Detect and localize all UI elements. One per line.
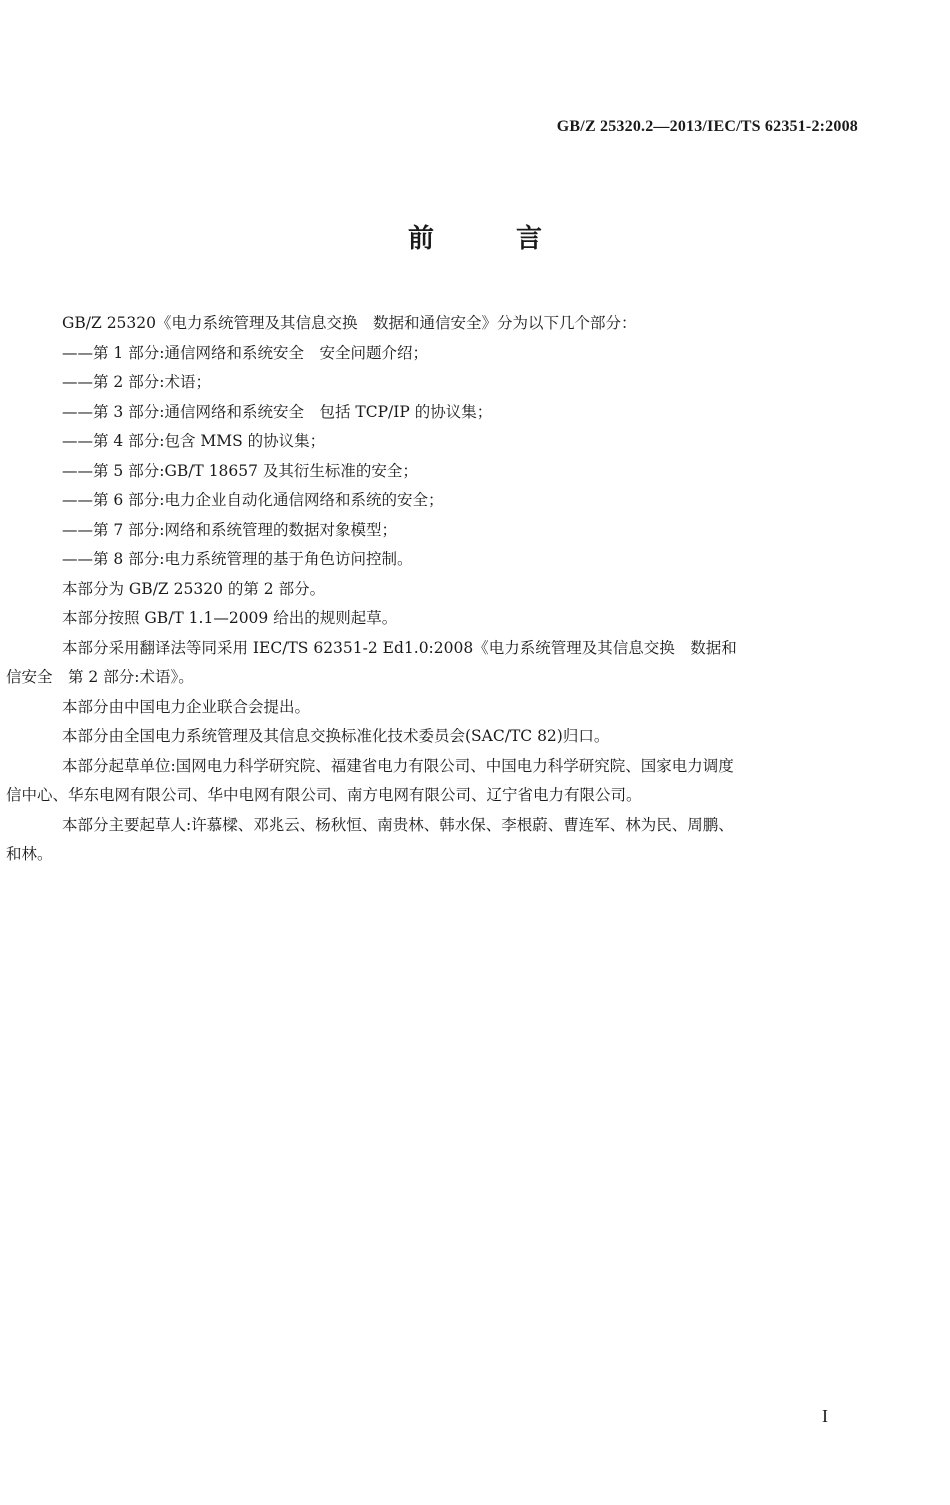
list-item: ——第 3 部分:通信网络和系统安全 包括 TCP/IP 的协议集；	[62, 402, 493, 421]
part-scope-paragraph: 本部分为 GB/Z 25320 的第 2 部分。	[62, 579, 326, 598]
drafting-units-line1: 本部分起草单位:国网电力科学研究院、福建省电力有限公司、中国电力科学研究院、国家电力调度	[62, 756, 734, 775]
list-item: ——第 7 部分:网络和系统管理的数据对象模型；	[62, 520, 397, 539]
list-item: ——第 5 部分:GB/T 18657 及其衍生标准的安全；	[62, 461, 418, 480]
list-item: ——第 1 部分:通信网络和系统安全 安全问题介绍；	[62, 343, 428, 362]
committee-paragraph: 本部分由全国电力系统管理及其信息交换标准化技术委员会(SAC/TC 82)归口。	[62, 727, 610, 745]
list-item: ——第 8 部分:电力系统管理的基于角色访问控制。	[62, 550, 413, 568]
foreword-body	[6, 309, 862, 870]
drafters-line1: 本部分主要起草人:许慕樑、邓兆云、杨秋恒、南贵林、韩水保、李根蔚、曹连军、林为民、周鹏、	[62, 815, 734, 834]
adoption-paragraph-line2: 信安全 第 2 部分:术语》。	[6, 668, 194, 686]
page-title: 前 言	[407, 224, 570, 254]
standard-number-header: GB/Z 25320.2—2013/IEC/TS 62351-2:2008	[556, 118, 858, 135]
drafting-rules-paragraph: 本部分按照 GB/T 1.1—2009 给出的规则起草。	[62, 609, 398, 627]
list-item: ——第 4 部分:包含 MMS 的协议集；	[62, 432, 326, 450]
intro-paragraph: GB/Z 25320《电力系统管理及其信息交换 数据和通信安全》分为以下几个部分：	[62, 314, 637, 332]
parts-list	[62, 339, 862, 575]
adoption-paragraph-line1: 本部分采用翻译法等同采用 IEC/TS 62351-2 Ed1.0:2008《电力系统管理及其信息交换 数据和	[62, 638, 737, 657]
page-number: I	[822, 1406, 828, 1426]
list-item: ——第 6 部分:电力企业自动化通信网络和系统的安全；	[62, 491, 444, 509]
proposer-paragraph: 本部分由中国电力企业联合会提出。	[62, 697, 311, 716]
list-item: ——第 2 部分:术语；	[62, 373, 211, 391]
drafting-units-line2: 信中心、华东电网有限公司、华中电网有限公司、南方电网有限公司、辽宁省电力有限公司。	[6, 786, 642, 804]
drafters-line2: 和林。	[6, 845, 53, 863]
